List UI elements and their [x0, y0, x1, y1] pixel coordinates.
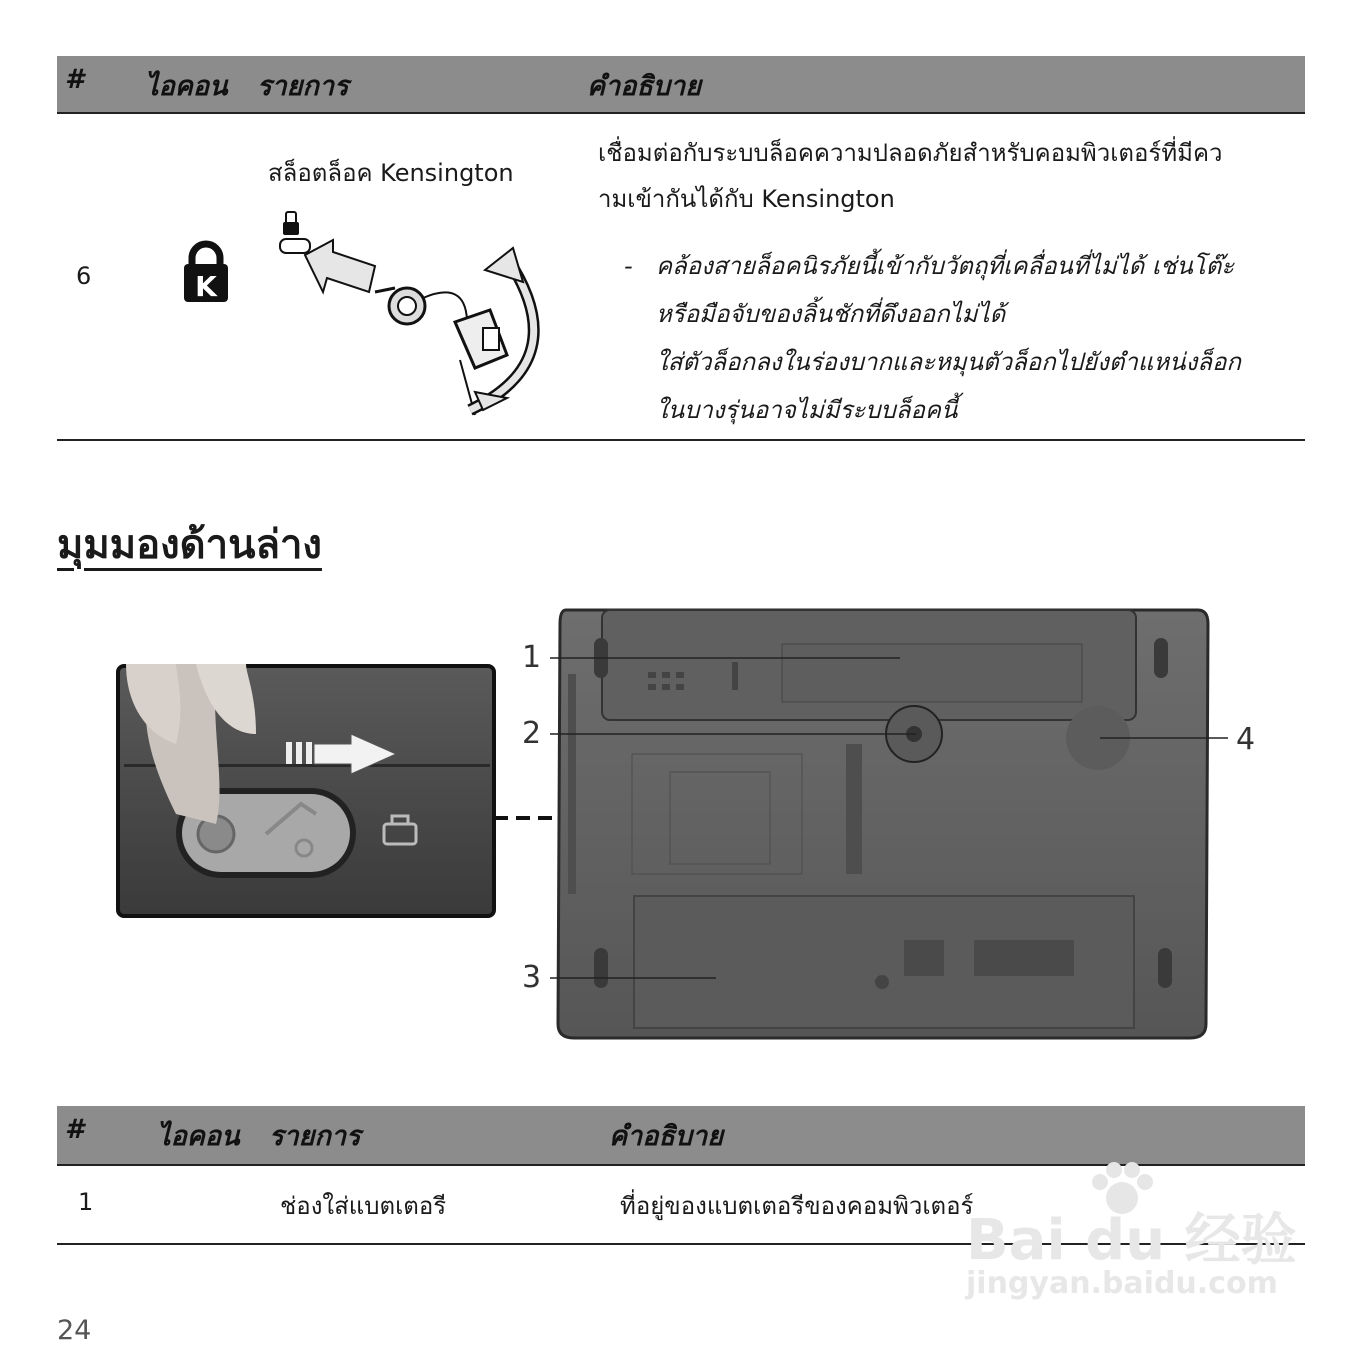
bullet-dash: -: [624, 252, 633, 280]
desc-line-1: เชื่อมต่อกับระบบล็อคความปลอดภัยสำหรับคอมพิวเตอร์ที่มีคว: [598, 139, 1223, 167]
svg-text:K: K: [195, 270, 217, 303]
header-item: รายการ: [269, 1121, 361, 1152]
header-icon: ไอคอน: [145, 71, 228, 102]
watermark-brand: Bai du 经验: [966, 1208, 1297, 1273]
row-number: 6: [76, 262, 92, 290]
callout-4: 4: [1236, 722, 1256, 757]
callout-lines: [540, 650, 1260, 990]
header-desc: คำอธิบาย: [609, 1121, 724, 1152]
battery-latch-inset: [116, 664, 496, 918]
row-number: 1: [78, 1188, 94, 1216]
bullet-line-4: ในบางรุ่นอาจไม่มีระบบล็อคนี้: [656, 396, 958, 424]
table1-bottom-rule: [57, 439, 1305, 441]
header-icon: ไอคอน: [157, 1121, 240, 1152]
item-name: ช่องใส่แบตเตอรี: [280, 1192, 447, 1220]
bullet-line-2: หรือมือจับของลิ้นชักที่ดึงออกไม่ได้: [656, 300, 1006, 328]
bullet-line-3: ใส่ตัวล็อกลงในร่องบากและหมุนตัวล็อกไปยังตำแหน่งล็อก: [656, 348, 1241, 376]
callout-2: 2: [522, 716, 542, 751]
table2-header: [57, 1106, 1305, 1166]
header-num: #: [65, 1114, 84, 1145]
page-number: 24: [57, 1315, 92, 1346]
kensington-lock-icon: [182, 238, 230, 304]
callout-1: 1: [522, 640, 542, 675]
header-num: #: [65, 64, 84, 95]
section-title: มุมมองด้านล่าง: [57, 522, 322, 568]
bullet-line-1: คล้องสายล็อคนิรภัยนี้เข้ากับวัตถุที่เคลื่อนที่ไม่ได้ เช่นโต๊ะ: [656, 252, 1235, 280]
watermark-url: jingyan.baidu.com: [966, 1266, 1278, 1301]
desc-line-2: ามเข้ากันได้กับ Kensington: [598, 185, 895, 213]
item-description: ที่อยู่ของแบตเตอรีของคอมพิวเตอร์: [620, 1192, 974, 1220]
kensington-lock-illustration: [275, 210, 555, 420]
table1-header: [57, 56, 1305, 114]
header-desc: คำอธิบาย: [587, 71, 702, 102]
callout-3: 3: [522, 960, 542, 995]
item-name: สล็อตล็อค Kensington: [268, 159, 514, 187]
header-item: รายการ: [257, 71, 349, 102]
